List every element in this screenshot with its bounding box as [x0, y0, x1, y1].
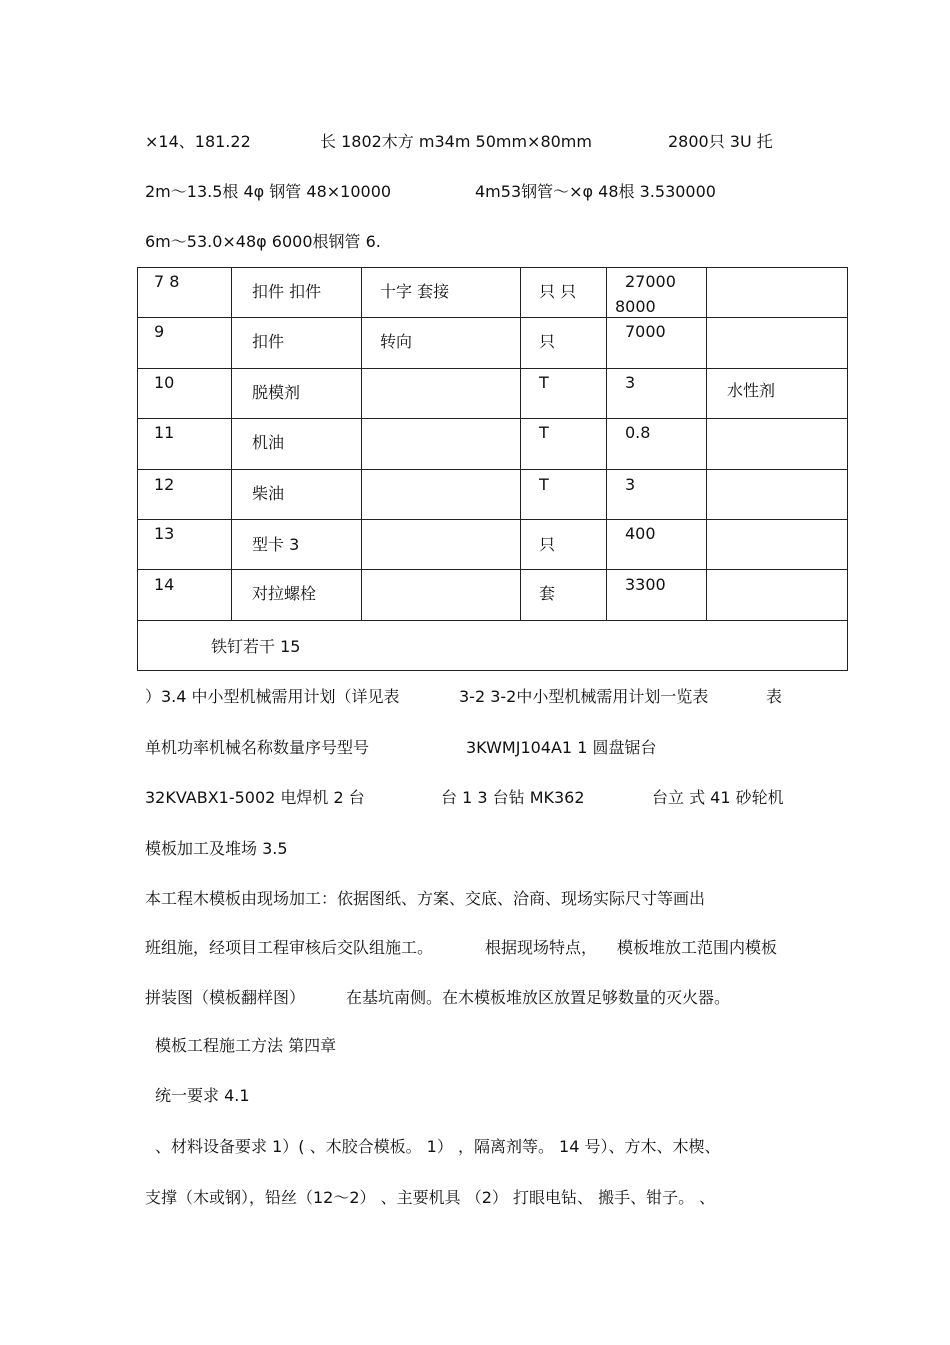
table-row [138, 570, 848, 620]
text-segment: 统一要求 4.1 [155, 1086, 250, 1105]
text-segment: 表 [766, 687, 783, 706]
text-segment: 班组施，经项目工程审核后交队组施工。 [145, 938, 434, 957]
cell-note [707, 519, 848, 569]
text-segment: 单机功率机械名称数量序号型号 [145, 738, 370, 757]
cell-unit: 套 [521, 570, 607, 620]
cell-note [707, 419, 848, 469]
cell-unit: T [521, 368, 607, 418]
cell-no: 14 [138, 570, 232, 620]
cell-note [707, 318, 848, 368]
table-row [138, 318, 848, 368]
cell-unit: 只 [521, 318, 607, 368]
cell-no: 11 [138, 419, 232, 469]
text-segment: 2800只 3U 托 [668, 132, 773, 151]
cell-note [707, 469, 848, 519]
cell-merged: 铁钉若干 15 [138, 620, 848, 670]
cell-unit: 只 只 [521, 268, 607, 318]
cell-qty: 7000 [607, 318, 707, 368]
cell-no: 10 [138, 368, 232, 418]
cell-name: 扣件 扣件 [232, 268, 362, 318]
cell-unit: T [521, 469, 607, 519]
text-segment: 模板加工及堆场 3.5 [145, 839, 288, 858]
cell-spec [362, 570, 521, 620]
cell-name: 柴油 [232, 469, 362, 519]
text-segment: 台 1 3 台钻 MK362 [441, 788, 585, 807]
table-row [138, 268, 848, 318]
table-row [138, 469, 848, 519]
cell-qty: 3 [607, 469, 707, 519]
cell-qty: 0.8 [607, 419, 707, 469]
text-segment: 模板工程施工方法 第四章 [155, 1036, 337, 1055]
cell-spec [362, 519, 521, 569]
text-segment: 拼装图（模板翻样图） [145, 988, 306, 1007]
text-segment: ）3.4 中小型机械需用计划（详见表 [145, 687, 400, 706]
cell-spec [362, 368, 521, 418]
text-segment: 、材料设备要求 1）( 、木胶合模板。 1） ，隔离剂等。 14 号）、方木、木楔、 [155, 1137, 721, 1156]
cell-spec [362, 469, 521, 519]
cell-spec: 十字 套接 [362, 268, 521, 318]
table-row [138, 620, 848, 670]
text-segment: 支撑（木或钢），铅丝（12～2） 、主要机具 （2） 打眼电钻、 搬手、钳子。 、 [145, 1188, 716, 1207]
text-segment: 3-2 3-2中小型机械需用计划一览表 [459, 687, 709, 706]
table-row [138, 368, 848, 418]
cell-spec [362, 419, 521, 469]
text-segment: 6m～53.0×48φ 6000根钢管 6. [145, 232, 381, 251]
cell-note [707, 268, 848, 318]
table-row [138, 419, 848, 469]
cell-no: 7 8 [138, 268, 232, 318]
cell-no: 12 [138, 469, 232, 519]
text-segment: ×14、181.22 [145, 132, 251, 151]
cell-no: 9 [138, 318, 232, 368]
cell-name: 脱模剂 [232, 368, 362, 418]
materials-table [137, 267, 848, 671]
cell-qty: 27000 8000 [607, 268, 707, 318]
text-segment: 32KVABX1-5002 电焊机 2 台 [145, 788, 365, 807]
text-segment: 4m53钢管～×φ 48根 3.530000 [475, 182, 716, 201]
cell-name: 对拉螺栓 [232, 570, 362, 620]
cell-unit: T [521, 419, 607, 469]
text-segment: 本工程木模板由现场加工：依据图纸、方案、交底、洽商、现场实际尺寸等画出 [145, 889, 706, 908]
text-segment: 根据现场特点， [485, 938, 598, 957]
text-segment: 模板堆放工范围内模板 [617, 938, 778, 957]
cell-unit: 只 [521, 519, 607, 569]
text-segment: 2m～13.5根 4φ 钢管 48×10000 [145, 182, 392, 201]
cell-spec: 转向 [362, 318, 521, 368]
cell-note: 水性剂 [707, 368, 848, 418]
cell-note [707, 570, 848, 620]
cell-name: 机油 [232, 419, 362, 469]
cell-no: 13 [138, 519, 232, 569]
text-segment: 3KWMJ104A1 1 圆盘锯台 [466, 738, 657, 757]
text-segment: 在基坑南侧。在木模板堆放区放置足够数量的灭火器。 [346, 988, 731, 1007]
cell-qty: 400 [607, 519, 707, 569]
cell-qty: 3300 [607, 570, 707, 620]
cell-name: 扣件 [232, 318, 362, 368]
table-row [138, 519, 848, 569]
cell-name: 型卡 3 [232, 519, 362, 569]
text-segment: 台立 式 41 砂轮机 [652, 788, 784, 807]
text-segment: 长 1802木方 m34m 50mm×80mm [320, 132, 592, 151]
cell-qty: 3 [607, 368, 707, 418]
